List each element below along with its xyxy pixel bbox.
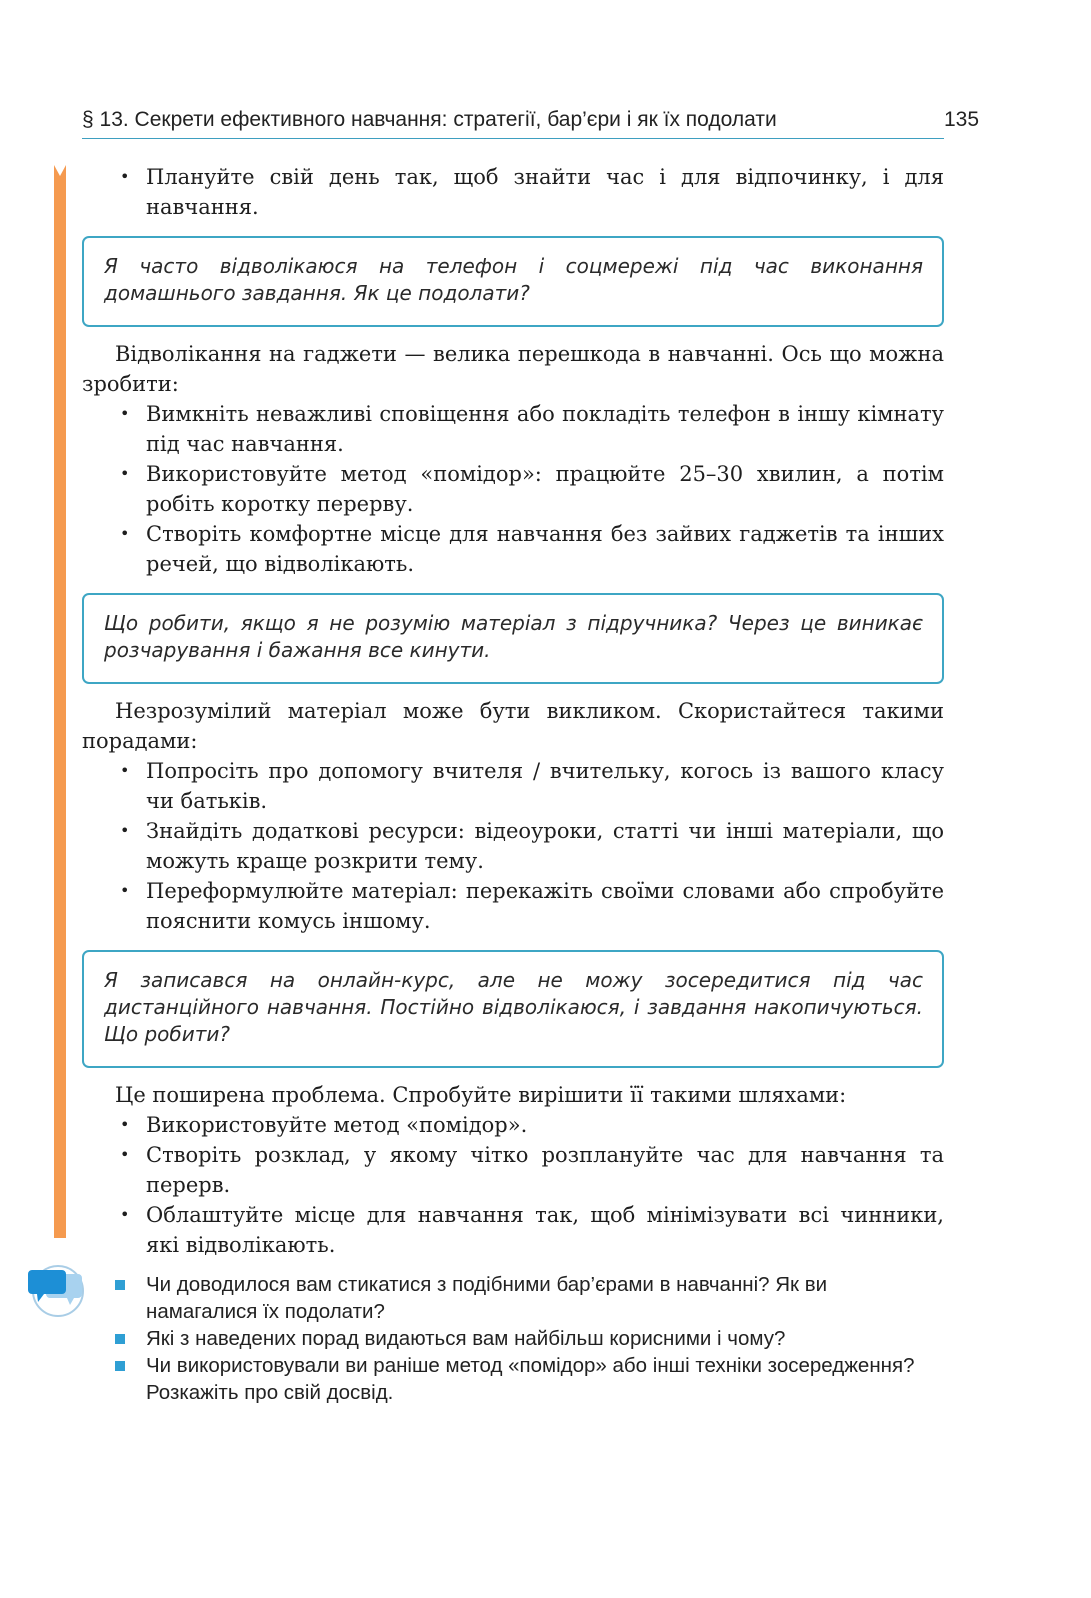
intro-bullet-list [82, 162, 944, 222]
list-item: • Використовуйте метод «помідор». [82, 1110, 944, 1140]
list-item: • Облаштуйте місце для навчання так, щоб мінімізувати всі чинники, які відволікають. [82, 1200, 944, 1260]
question-box: Я часто відволікаюся на телефон і соцмережі під час виконання домашнього завдання. Як це подолати? [82, 236, 944, 327]
answer-paragraph: Це поширена проблема. Спробуйте вирішити її такими шляхами: [115, 1083, 847, 1107]
list-item: • Створіть розклад, у якому чітко розплануйте час для навчання та перерв. [82, 1140, 944, 1200]
section-accent-bar [54, 165, 66, 1238]
list-item: • Створіть комфортне місце для навчання без зайвих гаджетів та інших речей, що відволікають. [82, 519, 944, 579]
discussion-questions [82, 1271, 944, 1406]
list-item: • Використовуйте метод «помідор»: працюйте 25–30 хвилин, а потім робіть коротку перерву. [82, 459, 944, 519]
running-header: § 13. Секрети ефективного навчання: стратегії, бар’єри і як їх подолати [82, 106, 944, 139]
tips-bullet-list [82, 1110, 944, 1260]
question-box: Що робити, якщо я не розумію матеріал з підручника? Через це виникає розчарування і бажання все кинути. [82, 593, 944, 684]
discussion-item: Чи використовували ви раніше метод «помідор» або інші техніки зосередження? Розкажіть про свій досвід. [82, 1352, 944, 1406]
answer-paragraph: Незрозумілий матеріал може бути викликом. Скористайтеся такими порадами: [82, 699, 944, 753]
discussion-item: Які з наведених порад видаються вам найбільш корисними і чому? [82, 1325, 944, 1352]
discussion-chat-icon [28, 1264, 86, 1318]
discussion-item: Чи доводилося вам стикатися з подібними бар’єрами в навчанні? Як ви намагалися їх подолати? [82, 1271, 944, 1325]
list-item: • Попросіть про допомогу вчителя / вчительку, когось із вашого класу чи батьків. [82, 756, 944, 816]
list-item: • Плануйте свій день так, щоб знайти час і для відпочинку, і для навчання. [82, 162, 944, 222]
discussion-list [82, 1271, 944, 1406]
accent-arrow-icon [54, 165, 66, 176]
page-number: 135 [944, 108, 980, 131]
list-item: • Знайдіть додаткові ресурси: відеоуроки, статті чи інші матеріали, що можуть краще розкрити тему. [82, 816, 944, 876]
list-item: • Переформулюйте матеріал: перекажіть своїми словами або спробуйте пояснити комусь іншому. [82, 876, 944, 936]
tips-bullet-list [82, 756, 944, 936]
list-item: • Вимкніть неважливі сповіщення або покладіть телефон в іншу кімнату під час навчання. [82, 399, 944, 459]
answer-paragraph: Відволікання на гаджети — велика перешкода в навчанні. Ось що можна зробити: [82, 342, 944, 396]
main-content [82, 162, 944, 1260]
question-box: Я записався на онлайн-курс, але не можу зосередитися під час дистанційного навчання. Постійно відволікаюся, і завдання накопичуються. Що робити? [82, 950, 944, 1068]
tips-bullet-list [82, 399, 944, 579]
